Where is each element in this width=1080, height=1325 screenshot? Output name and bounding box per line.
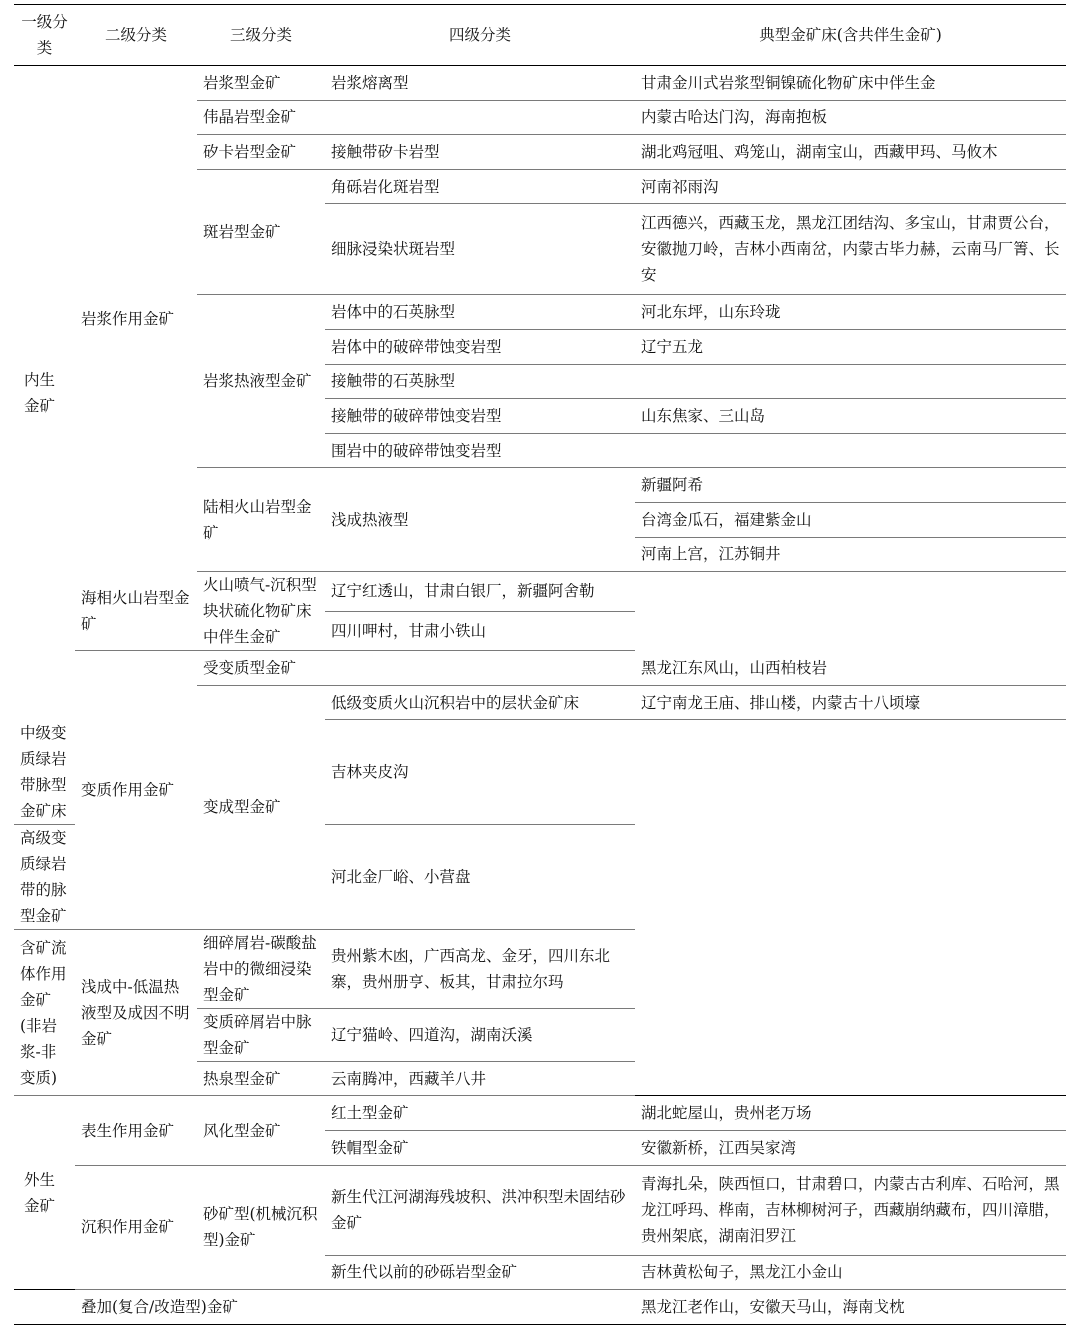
level3-cell: 岩浆型金矿	[197, 66, 325, 101]
table-row	[14, 651, 1066, 686]
example-cell: 台湾金瓜石，福建紫金山	[635, 502, 1066, 537]
level4-cell: 接触带矽卡岩型	[325, 135, 635, 170]
example-cell: 辽宁五龙	[635, 329, 1066, 364]
example-cell	[635, 433, 1066, 468]
level3-cell: 矽卡岩型金矿	[197, 135, 325, 170]
header-level4: 四级分类	[325, 5, 635, 66]
level4-cell: 新生代江河湖海残坡积、洪冲积型未固结砂金矿	[325, 1165, 635, 1255]
level4-cell: 岩浆熔离型	[325, 66, 635, 101]
example-cell: 河北东坪，山东玲珑	[635, 295, 1066, 330]
example-cell: 吉林黄松甸子，黑龙江小金山	[635, 1255, 1066, 1290]
table-row	[14, 1290, 1066, 1325]
header-level2: 二级分类	[75, 5, 197, 66]
example-cell: 新疆阿希	[635, 468, 1066, 503]
example-cell: 内蒙古哈达门沟，海南抱板	[635, 100, 1066, 135]
example-cell: 河北金厂峪、小营盘	[325, 824, 635, 929]
level4-cell: 变质碎屑岩中脉型金矿	[197, 1008, 325, 1061]
level4-cell: 围岩中的破碎带蚀变岩型	[325, 433, 635, 468]
header-row	[14, 5, 1066, 66]
level2-cell: 岩浆作用金矿	[81, 309, 175, 328]
level4-cell: 角砾岩化斑岩型	[325, 169, 635, 204]
header-level3: 三级分类	[197, 5, 325, 66]
level4-cell: 热泉型金矿	[197, 1061, 325, 1096]
level4-cell	[325, 651, 635, 686]
gold-deposit-classification-table	[14, 4, 1066, 1325]
example-cell: 江西德兴，西藏玉龙，黑龙江团结沟、多宝山，甘肃贾公台，安徽抛刀岭，吉林小西南岔，内蒙古毕力赫，云南马厂箐、长安	[635, 204, 1066, 295]
level2-cell: 叠加(复合/改造型)金矿	[75, 1290, 635, 1325]
level4-cell: 岩体中的破碎带蚀变岩型	[325, 329, 635, 364]
table-row	[14, 1096, 1066, 1131]
level2-cell: 沉积作用金矿	[75, 1165, 197, 1290]
level4-cell: 岩体中的石英脉型	[325, 295, 635, 330]
example-cell: 湖北鸡冠咀、鸡笼山，湖南宝山，西藏甲玛、马攸木	[635, 135, 1066, 170]
level4-cell: 浅成热液型	[325, 468, 635, 572]
example-cell: 甘肃金川式岩浆型铜镍硫化物矿床中伴生金	[635, 66, 1066, 101]
level1-cell	[14, 1290, 75, 1325]
table-row	[14, 572, 1066, 612]
table-row	[14, 929, 1066, 1008]
example-cell: 辽宁猫岭、四道沟，湖南沃溪	[325, 1008, 635, 1061]
example-cell: 贵州紫木凼，广西高龙、金牙，四川东北寨，贵州册亨、板其，甘肃拉尔玛	[325, 929, 635, 1008]
level4-cell: 细碎屑岩-碳酸盐岩中的微细浸染型金矿	[197, 929, 325, 1008]
level4-cell: 新生代以前的砂砾岩型金矿	[325, 1255, 635, 1290]
level2-cell: 含矿流体作用金矿(非岩浆-非变质)	[14, 929, 75, 1096]
example-cell: 安徽新桥，江西吴家湾	[635, 1131, 1066, 1166]
example-cell: 吉林夹皮沟	[325, 720, 635, 825]
level3-cell: 变成型金矿	[197, 685, 325, 929]
level4-cell: 高级变质绿岩带的脉型金矿	[14, 824, 75, 929]
level1-cell: 内生金矿	[24, 370, 56, 415]
header-examples: 典型金矿床(含共伴生金矿)	[635, 5, 1066, 66]
example-cell: 青海扎朵，陕西恒口，甘肃碧口，内蒙古古利库、石哈河，黑龙江呼玛、桦南，吉林柳树河子，西藏崩纳藏布，四川漳腊，贵州架底，湖南汨罗江	[635, 1165, 1066, 1255]
example-cell: 四川呷村，甘肃小铁山	[325, 611, 635, 651]
level1-cell: 外生金矿	[14, 1096, 75, 1290]
level3-cell: 受变质型金矿	[197, 651, 325, 686]
level3-cell: 风化型金矿	[197, 1096, 325, 1165]
example-cell: 河南上宫，江苏铜井	[635, 537, 1066, 572]
level2-cell: 表生作用金矿	[75, 1096, 197, 1165]
level3-cell: 岩浆热液型金矿	[197, 295, 325, 468]
example-cell: 山东焦家、三山岛	[635, 399, 1066, 434]
level4-cell: 火山喷气-沉积型块状硫化物矿床中伴生金矿	[197, 572, 325, 651]
level3-cell: 陆相火山岩型金矿	[197, 468, 325, 572]
header-level1: 一级分类	[14, 5, 75, 66]
example-cell: 云南腾冲，西藏羊八井	[325, 1061, 635, 1096]
table-row	[14, 1165, 1066, 1255]
example-cell: 辽宁南龙王庙、排山楼，内蒙古十八顷壕	[635, 685, 1066, 720]
level4-cell	[325, 100, 635, 135]
level3-cell: 海相火山岩型金矿	[75, 572, 197, 651]
level3-cell: 伟晶岩型金矿	[197, 100, 325, 135]
example-cell	[635, 364, 1066, 399]
level4-cell: 红土型金矿	[325, 1096, 635, 1131]
level4-cell: 铁帽型金矿	[325, 1131, 635, 1166]
table-row	[14, 66, 1066, 101]
level4-cell: 接触带的破碎带蚀变岩型	[325, 399, 635, 434]
level4-cell: 中级变质绿岩带脉型金矿床	[14, 720, 75, 825]
level2-cell: 变质作用金矿	[75, 651, 197, 930]
level4-cell: 细脉浸染状斑岩型	[325, 204, 635, 295]
level3-cell: 斑岩型金矿	[197, 169, 325, 295]
example-cell: 黑龙江老作山，安徽天马山，海南戈枕	[635, 1290, 1066, 1325]
example-cell: 辽宁红透山，甘肃白银厂，新疆阿舍勒	[325, 572, 635, 612]
level3-cell: 浅成中-低温热液型及成因不明金矿	[75, 929, 197, 1096]
level3-cell: 砂矿型(机械沉积型)金矿	[197, 1165, 325, 1290]
example-cell: 黑龙江东风山，山西柏枝岩	[635, 651, 1066, 686]
level4-cell: 接触带的石英脉型	[325, 364, 635, 399]
level4-cell: 低级变质火山沉积岩中的层状金矿床	[325, 685, 635, 720]
example-cell: 河南祁雨沟	[635, 169, 1066, 204]
example-cell: 湖北蛇屋山，贵州老万场	[635, 1096, 1066, 1131]
